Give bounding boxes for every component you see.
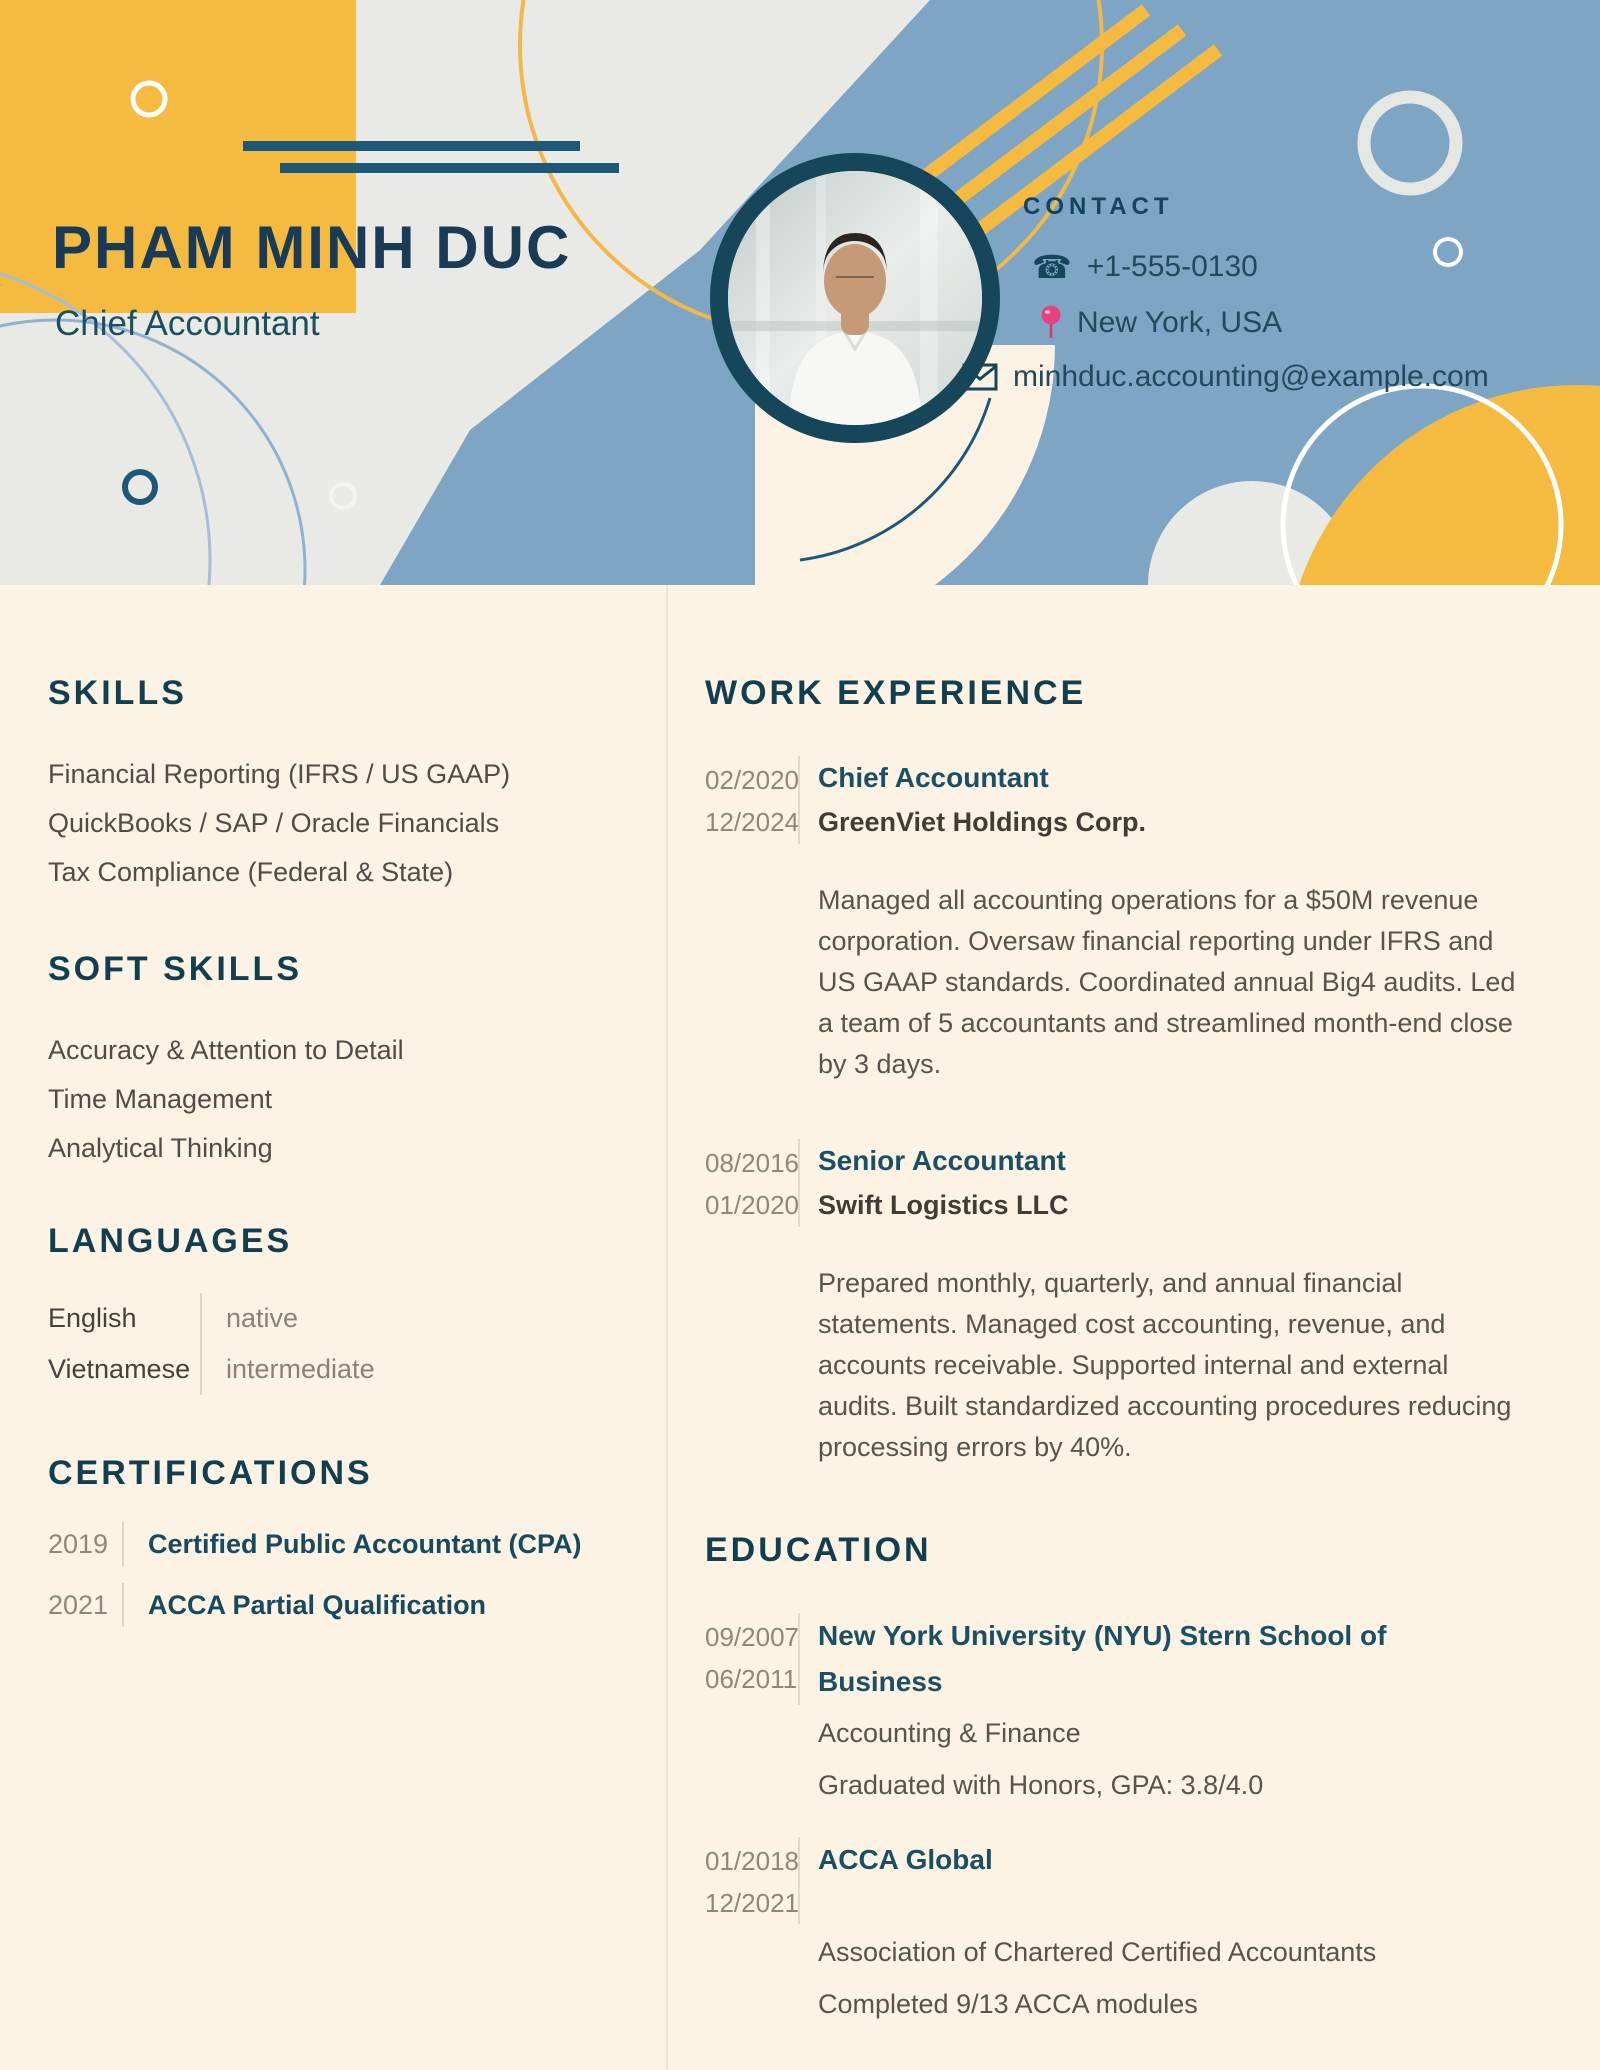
school-name: ACCA Global (818, 1843, 993, 1875)
job-title-block (798, 1139, 1069, 1227)
education-major: Association of Chartered Certified Accountants (818, 1936, 1377, 1967)
job-start-date: 02/2020 (705, 764, 799, 795)
language-level: native (200, 1293, 298, 1344)
language-name: Vietnamese (48, 1354, 191, 1385)
certification-year: 2021 (48, 1589, 109, 1620)
contact-heading: CONTACT (1023, 193, 1174, 220)
job-company: Swift Logistics LLC (818, 1189, 1069, 1220)
left-column (0, 585, 668, 2070)
skill-item: Financial Reporting (IFRS / US GAAP) (48, 758, 511, 789)
soft-skills-list (48, 1026, 638, 1173)
soft-skill-item: Accuracy & Attention to Detail (48, 1034, 404, 1065)
job-entry (705, 756, 1560, 1085)
skill-item: QuickBooks / SAP / Oracle Financials (48, 807, 500, 838)
job-end-date: 01/2020 (705, 1189, 799, 1220)
job-company: GreenViet Holdings Corp. (818, 806, 1147, 837)
contact-location: New York, USA (1077, 306, 1283, 339)
certification-row (48, 1583, 638, 1627)
job-header (705, 1139, 1560, 1227)
education-start-date: 01/2018 (705, 1845, 799, 1876)
school-name: New York University (NYU) Stern School of Business (818, 1619, 1387, 1697)
skills-heading: SKILLS (48, 674, 187, 712)
education-start-date: 09/2007 (705, 1621, 799, 1652)
certification-row (48, 1522, 638, 1566)
education-heading: EDUCATION (705, 1530, 932, 1569)
job-title: Senior Accountant (818, 1144, 1066, 1176)
certifications-heading: CERTIFICATIONS (48, 1454, 373, 1493)
education-major: Accounting & Finance (818, 1717, 1081, 1748)
contact-location-row (1040, 305, 1282, 341)
education-note: Graduated with Honors, GPA: 3.8/4.0 (818, 1769, 1264, 1800)
job-end-date: 12/2024 (705, 806, 799, 837)
soft-skill-item: Analytical Thinking (48, 1132, 273, 1163)
education-dates (705, 1613, 798, 1705)
contact-email: minhduc.accounting@example.com (1013, 360, 1489, 393)
contact-phone-row (1032, 250, 1258, 284)
work-experience-heading: WORK EXPERIENCE (705, 674, 1087, 712)
job-title-block (798, 756, 1146, 844)
person-job-title: Chief Accountant (55, 304, 320, 343)
profile-photo-placeholder (728, 171, 982, 425)
skills-list (48, 750, 638, 897)
language-level: intermediate (200, 1344, 375, 1395)
soft-skills-heading: SOFT SKILLS (48, 949, 302, 988)
job-start-date: 08/2016 (705, 1147, 799, 1178)
education-title-block (798, 1613, 1478, 1705)
resume-body (0, 585, 1600, 2070)
education-entry (705, 1837, 1560, 2022)
job-dates (705, 1139, 798, 1227)
education-end-date: 12/2021 (705, 1887, 799, 1918)
email-envelope-icon (962, 363, 998, 391)
languages-table (48, 1293, 638, 1395)
education-header (705, 1837, 1560, 1924)
education-header (705, 1613, 1560, 1705)
education-entry (705, 1613, 1560, 1803)
education-note: Completed 9/13 ACCA modules (818, 1988, 1198, 2019)
job-header (705, 756, 1560, 844)
job-dates (705, 756, 798, 844)
education-title-block (798, 1837, 993, 1924)
education-end-date: 06/2011 (705, 1663, 798, 1694)
languages-heading: LANGUAGES (48, 1221, 293, 1260)
soft-skill-item: Time Management (48, 1083, 273, 1114)
certifications-list (48, 1522, 638, 1627)
person-name: PHAM MINH DUC (52, 214, 572, 281)
skill-item: Tax Compliance (Federal & State) (48, 856, 454, 887)
education-dates (705, 1837, 798, 1924)
contact-phone: +1-555-0130 (1086, 250, 1258, 283)
certification-title: Certified Public Accountant (CPA) (122, 1522, 582, 1566)
language-row (48, 1344, 638, 1395)
language-name: English (48, 1303, 137, 1334)
profile-photo (710, 153, 1000, 443)
job-entry (705, 1139, 1560, 1468)
language-row (48, 1293, 638, 1344)
job-description: Prepared monthly, quarterly, and annual financial statements. Managed cost accounting, revenue, and accounts receivable. Supported internal and external audits. Built standardized accounting procedures reducing processing errors by 40%. (818, 1267, 1512, 1462)
certification-title: ACCA Partial Qualification (122, 1583, 486, 1627)
contact-email-row (962, 360, 1489, 394)
job-title: Chief Accountant (818, 761, 1049, 793)
location-pin-icon (1040, 305, 1062, 341)
job-description: Managed all accounting operations for a $50M revenue corporation. Oversaw financial reporting under IFRS and US GAAP standards. Coordinated annual Big4 audits. Led a team of 5 accountants and streamlined month-end close by 3 days. (818, 884, 1516, 1079)
right-column (668, 585, 1600, 2070)
hero-header (0, 0, 1600, 585)
certification-year: 2019 (48, 1528, 109, 1559)
phone-icon: ☎ (1032, 249, 1072, 285)
